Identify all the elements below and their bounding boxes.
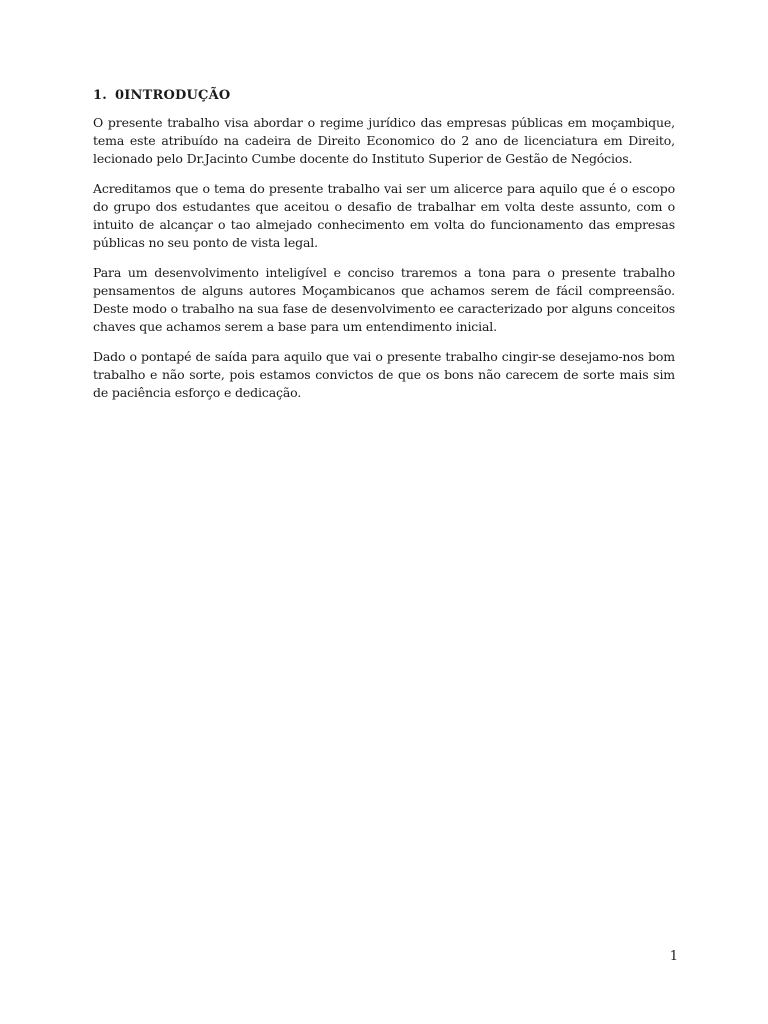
paragraph-2: Acreditamos que o tema do presente trabalho vai ser um alicerce para aquilo que é o escopo do grupo dos estudantes que aceitou o desafio de trabalhar em volta deste assunto, com o intuito de alcançar o tao almejado conhecimento em volta do funcionamento das empresas públicas no seu ponto de vista legal. [93,181,675,250]
paragraph-4: Dado o pontapé de saída para aquilo que vai o presente trabalho cingir-se desejamo-nos bom trabalho e não sorte, pois estamos convictos de que os bons não carecem de sorte mais sim de paciência esforço e dedicação. [93,349,675,400]
section-heading [93,86,675,106]
section-number: 1. [93,88,107,103]
paragraph-3: Para um desenvolvimento inteligível e conciso traremos a tona para o presente trabalho pensamentos de alguns autores Moçambicanos que achamos serem de fácil compreensão. Deste modo o trabalho na sua fase de desenvolvimento ee caracterizado por alguns conceitos chaves que achamos serem a base para um entendimento inicial. [93,265,675,334]
page-content [93,86,675,414]
paragraph-1: O presente trabalho visa abordar o regime jurídico das empresas públicas em moçambique, tema este atribuído na cadeira de Direito Economico do 2 ano de licenciatura em Direito, lecionado pelo Dr.Jacinto Cumbe docente do Instituto Superior de Gestão de Negócios. [93,115,675,166]
page-number: 1 [669,949,678,964]
section-title: 0INTRODUÇÃO [115,88,231,103]
